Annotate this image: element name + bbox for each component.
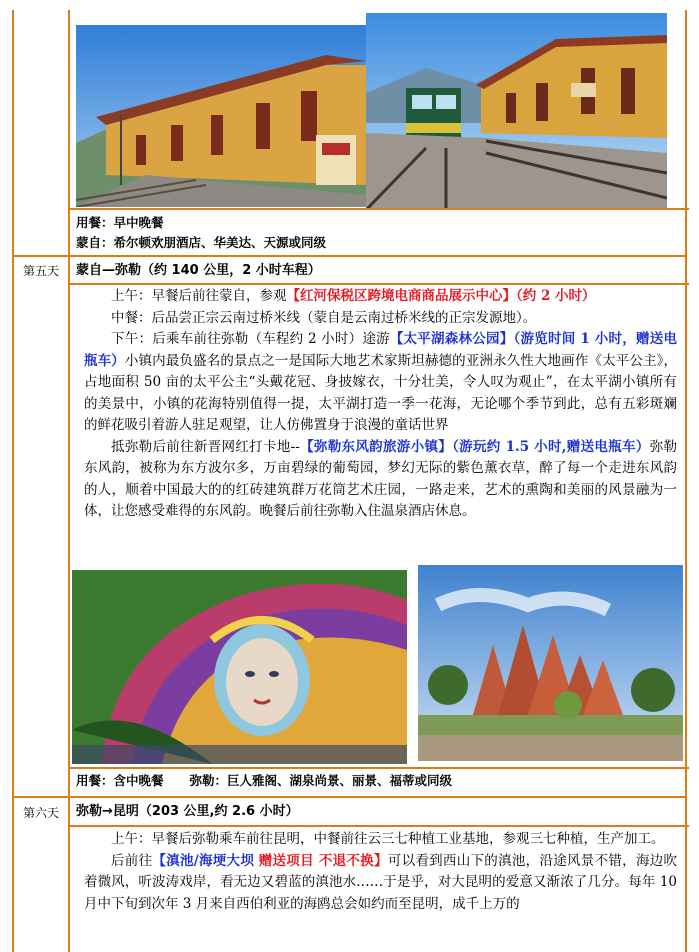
red-brick-kiln-towers-photo <box>418 565 683 761</box>
paragraph: 上午：早餐后弥勒乘车前往昆明，中餐前往云三七种植工业基地，参观三七种植，生产加工。 <box>111 831 665 847</box>
day6-description <box>78 829 683 915</box>
taiping-princess-land-art-photo <box>72 570 407 764</box>
day-title: 弥勒→昆明（203 公里,约 2.6 小时） <box>76 804 299 819</box>
day-label: 第六天 <box>22 806 59 820</box>
day5-description <box>78 286 683 523</box>
meal-label: 用餐：早中晚餐 <box>76 215 164 230</box>
train-station-building-photo <box>76 25 366 207</box>
row-divider <box>68 283 689 285</box>
row-divider <box>68 767 689 769</box>
paragraph: 抵弥勒后前往新晋网红打卡地--【弥勒东风韵旅游小镇】（游玩约 1.5 小时,赠送电瓶车）弥勒东风韵，被称为东方波尔多，万亩碧绿的葡萄园，梦幻无际的紫色薰衣草，醉了每一个走进东风韵的人，顺着中国最大的的红砖建筑群万花筒艺术庄园，一路走来，艺术的熏陶和美丽的风景融为一体，让您感受难得的东风韵。晚餐后前往弥勒入住温泉酒店休息。 <box>84 438 678 519</box>
row-divider <box>14 255 685 257</box>
hotel-label: 蒙自：希尔顿欢朋酒店、华美达、天源或同级 <box>76 235 327 250</box>
paragraph: 上午：早餐后前往蒙自，参观【红河保税区跨境电商商品展示中心】（约 2 小时） <box>111 288 596 304</box>
top-meal-cell <box>70 213 687 253</box>
day5-meal-cell <box>70 771 687 791</box>
itinerary-table <box>12 10 687 952</box>
row-divider <box>68 825 689 827</box>
paragraph: 后前往【滇池/海埂大坝 赠送项目 不退不换】可以看到西山下的滇池，沿途风景不错，海边吹着微风，听波涛戏岸，看无边又碧蓝的滇池水……于是乎，对大昆明的爱意又渐浓了几分。每年 10 月中下旬到次年 3 月来自西伯利亚的海鸥总会如约而至昆明，成千上万的 <box>84 852 678 912</box>
meal-label: 用餐：含中晚餐 弥勒：巨人雅阁、湖泉尚景、丽景、福蒂或同级 <box>76 773 453 788</box>
row-divider <box>14 796 685 798</box>
row-divider <box>68 208 689 210</box>
day-title: 蒙自—弥勒（约 140 公里，2 小时车程） <box>76 263 321 278</box>
railway-train-station-photo <box>366 13 667 210</box>
paragraph: 下午：后乘车前往弥勒（车程约 2 小时）途游【太平湖森林公园】（游览时间 1 小时，赠送电瓶车）小镇内最负盛名的景点之一是国际大地艺术家斯坦赫德的亚洲永久性大地画作《太平公主》，占地面积 50 亩的太平公主“头戴花冠、身披嫁衣，十分壮美，令人叹为观止”，在太平湖小镇所有的美景中，小镇的花海特别值得一提，太平湖打造一季一花海，无论哪个季节到此，总有五彩斑斓的鲜花吸引着游人驻足观望，让人仿佛置身于浪漫的童话世界 <box>84 331 678 433</box>
paragraph: 中餐：后品尝正宗云南过桥米线（蒙自是云南过桥米线的正宗发源地）。 <box>111 309 537 326</box>
day-label: 第五天 <box>22 264 59 278</box>
hotel-label: 弥勒：巨人雅阁、湖泉尚景、丽景、福蒂或同级 <box>189 773 453 788</box>
